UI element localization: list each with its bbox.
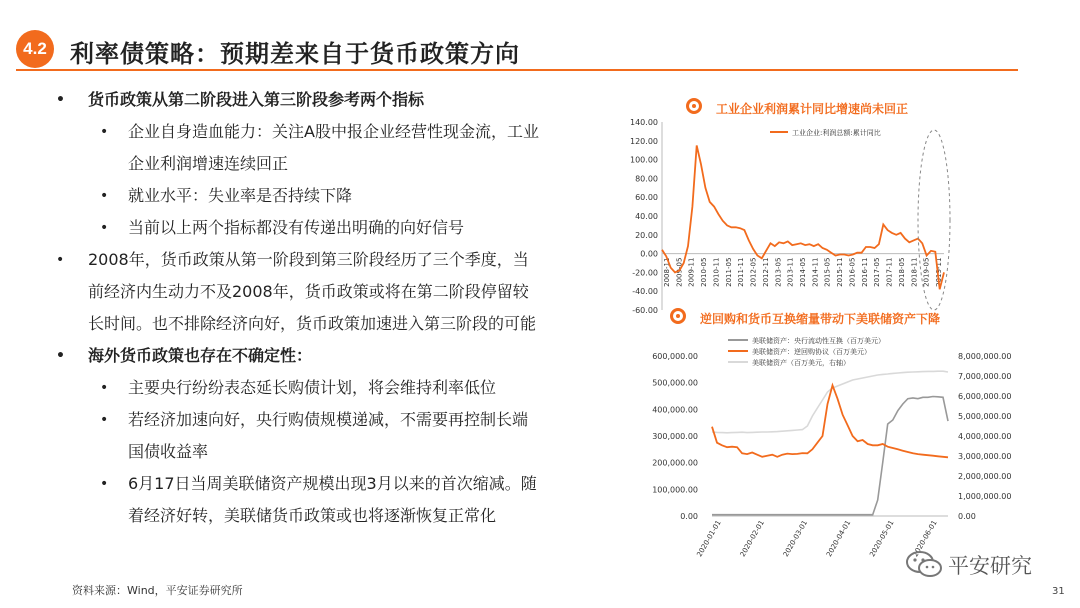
section-number: 4.2: [23, 39, 47, 58]
x-tick-label: 2017-05: [873, 257, 882, 287]
legend-label: 美联储资产（百万美元，右轴）: [752, 359, 850, 367]
legend-label: 美联储资产：央行流动性互换（百万美元）: [752, 337, 885, 345]
bullet-item: [56, 244, 596, 276]
bullet-text: 着经济好转，美联储货币政策或也将逐渐恢复正常化: [128, 506, 497, 525]
y-tick-label: 0.00: [640, 249, 658, 259]
y-left-tick-label: 400,000.00: [652, 405, 698, 415]
chart-title-marker-icon: [686, 98, 702, 114]
y-left-tick-label: 500,000.00: [652, 378, 698, 388]
x-tick-label: 2011-05: [724, 257, 733, 287]
wechat-logo-icon: [904, 546, 944, 582]
chart-title-marker-icon: [670, 308, 686, 324]
x-tick-label: 2010-05: [700, 257, 709, 287]
bullet-dot-icon: •: [100, 220, 109, 236]
bullet-item: [56, 308, 596, 340]
x-tick-label: 2018-05: [897, 257, 906, 287]
bullet-item: [56, 468, 596, 500]
brand-name: 平安研究: [948, 554, 1032, 578]
x-tick-label: 2016-11: [860, 257, 869, 287]
bullet-dot-icon: •: [100, 476, 109, 492]
bullet-text: 国债收益率: [128, 442, 209, 461]
y-right-tick-label: 2,000,000.00: [958, 472, 1012, 481]
x-tick-label: 2013-11: [786, 257, 795, 287]
bullet-text: 货币政策从第二阶段进入第三阶段参考两个指标: [88, 90, 425, 109]
x-tick-label: 2013-05: [774, 257, 783, 287]
x-tick-label: 2012-05: [749, 257, 758, 287]
bullet-text: 若经济加速向好，央行购债规模递减，不需要再控制长端: [128, 410, 529, 429]
bullet-text: 2008年，货币政策从第一阶段到第三阶段经历了三个季度，当: [88, 250, 529, 269]
y-tick-label: -60.00: [632, 306, 658, 315]
y-tick-label: 80.00: [635, 174, 658, 184]
x-tick-label: 2014-05: [799, 257, 807, 287]
bullet-item: [56, 372, 596, 404]
bullet-item: [56, 116, 596, 148]
chart1-profit-growth: [620, 114, 950, 329]
y-tick-label: 20.00: [635, 230, 658, 240]
y-left-tick-label: 100,000.00: [652, 485, 698, 495]
bullet-item: [56, 276, 596, 308]
x-tick-label: 2016-05: [848, 257, 857, 287]
x-tick-label: 2020-03-01: [781, 519, 810, 559]
bullet-text: 海外货币政策也存在不确定性：: [88, 346, 313, 365]
slide-title: 利率债策略：预期差来自于货币政策方向: [70, 40, 520, 68]
x-tick-label: 2020-06-01: [911, 519, 939, 559]
bullet-item: [56, 340, 596, 372]
y-tick-label: 140.00: [630, 118, 658, 127]
chart2-title: 逆回购和货币互换缩量带动下美联储资产下降: [700, 312, 941, 326]
bullet-dot-icon: •: [56, 348, 65, 364]
y-tick-label: -40.00: [632, 287, 658, 297]
y-tick-label: -20.00: [632, 268, 658, 278]
bullet-item: [56, 500, 596, 532]
legend-label: 工业企业:利润总额:累计同比: [792, 129, 881, 137]
y-tick-label: 40.00: [635, 212, 658, 221]
page-number: 31: [1052, 586, 1065, 597]
bullet-dot-icon: •: [56, 252, 65, 268]
y-right-tick-label: 4,000,000.00: [958, 432, 1012, 441]
x-tick-label: 2009-05: [675, 257, 684, 287]
x-tick-label: 2009-11: [687, 257, 696, 287]
x-tick-label: 2019-11: [935, 257, 943, 287]
bullet-text: 企业利润增速连续回正: [128, 154, 289, 173]
x-tick-label: 2010-11: [712, 257, 721, 287]
x-tick-label: 2020-05-01: [868, 519, 896, 559]
bullet-item: [56, 148, 596, 180]
series-line-1: [712, 385, 948, 457]
y-right-tick-label: 3,000,000.00: [958, 452, 1012, 461]
source-note: 资料来源：Wind，平安证券研究所: [72, 584, 243, 597]
series-line-0: [712, 397, 948, 515]
x-tick-label: 2020-04-01: [825, 519, 853, 559]
series-line-2: [712, 371, 948, 433]
bullet-dot-icon: •: [100, 412, 109, 428]
x-tick-label: 2017-11: [885, 257, 894, 287]
x-tick-label: 2015-05: [823, 257, 832, 287]
y-right-tick-label: 6,000,000.00: [958, 392, 1012, 401]
x-tick-label: 2008-11: [663, 257, 671, 287]
y-right-tick-label: 7,000,000.00: [958, 372, 1012, 381]
bullet-text: 6月17日当周美联储资产规模出现3月以来的首次缩减。随: [128, 474, 537, 493]
y-tick-label: 120.00: [630, 136, 658, 146]
x-tick-label: 2019-05: [922, 257, 931, 287]
bullet-text: 当前以上两个指标都没有传递出明确的向好信号: [128, 218, 465, 237]
chart2-fed-assets: [636, 334, 1036, 566]
bullet-text: 长时间。也不排除经济向好，货币政策加速进入第三阶段的可能: [88, 314, 537, 333]
bullet-item: [56, 436, 596, 468]
y-right-tick-label: 0.00: [958, 512, 976, 521]
bullet-list: [56, 84, 596, 532]
bullet-text: 前经济内生动力不及2008年，货币政策或将在第二阶段停留较: [88, 282, 529, 301]
x-tick-label: 2015-11: [836, 257, 845, 287]
section-number-badge: [16, 30, 54, 68]
x-tick-label: 2011-11: [737, 257, 746, 287]
x-tick-label: 2018-11: [910, 257, 919, 287]
bullet-text: 就业水平：失业率是否持续下降: [128, 186, 353, 205]
y-left-tick-label: 0.00: [680, 512, 698, 521]
chart1-title: 工业企业利润累计同比增速尚未回正: [716, 102, 909, 116]
bullet-dot-icon: •: [56, 92, 65, 108]
y-left-tick-label: 600,000.00: [652, 352, 698, 361]
bullet-item: [56, 180, 596, 212]
brand-watermark: [904, 546, 1054, 582]
bullet-text: 主要央行纷纷表态延长购债计划，将会维持利率低位: [128, 378, 497, 397]
bullet-dot-icon: •: [100, 188, 109, 204]
y-tick-label: 60.00: [635, 193, 658, 203]
x-tick-label: 2020-02-01: [738, 519, 766, 559]
y-right-tick-label: 8,000,000.00: [958, 352, 1012, 361]
y-right-tick-label: 1,000,000.00: [958, 492, 1012, 501]
y-right-tick-label: 5,000,000.00: [958, 412, 1012, 421]
y-left-tick-label: 200,000.00: [652, 458, 698, 468]
x-tick-label: 2012-11: [761, 257, 770, 287]
bullet-dot-icon: •: [100, 124, 109, 140]
y-left-tick-label: 300,000.00: [652, 432, 698, 441]
y-tick-label: 100.00: [630, 155, 658, 165]
bullet-text: 企业自身造血能力：关注A股中报企业经营性现金流，工业: [128, 122, 539, 141]
bullet-dot-icon: •: [100, 380, 109, 396]
slide-header: [0, 0, 1080, 72]
bullet-item: [56, 84, 596, 116]
bullet-item: [56, 212, 596, 244]
title-underline: [16, 69, 1018, 71]
x-tick-label: 2020-01-01: [695, 519, 723, 559]
x-tick-label: 2014-11: [811, 257, 820, 287]
legend-label: 美联储资产：逆回购协议（百万美元）: [752, 348, 871, 356]
bullet-item: [56, 404, 596, 436]
